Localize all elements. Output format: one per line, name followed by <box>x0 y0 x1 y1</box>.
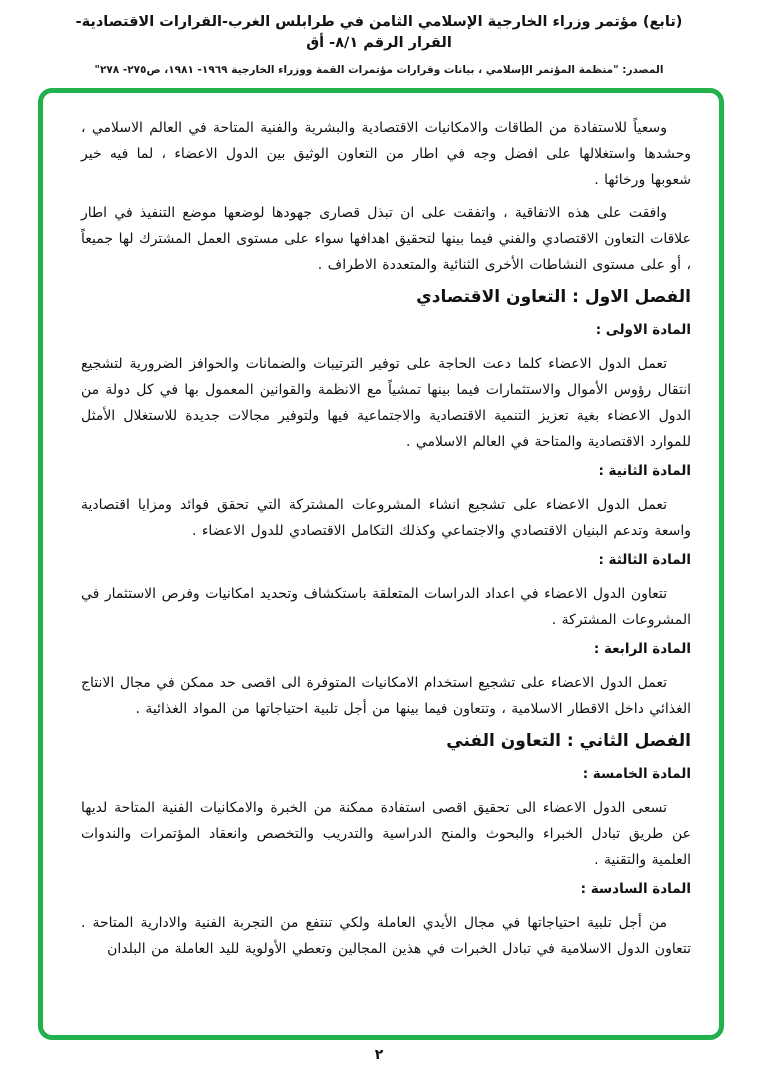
green-border-box <box>38 88 724 1040</box>
article-heading-5: المادة الخامسة : <box>582 766 691 782</box>
paragraph-article-2: تعمل الدول الاعضاء على تشجيع انشاء المشروعات المشتركة التي تحقق فوائد ومزايا اقتصادية واسعة وتدعم البنيان الاقتصادي والاجتماعي وكذلك التكامل الاقتصادي للدول الاعضاء . <box>81 497 691 539</box>
page-number: ٢ <box>374 1047 384 1063</box>
document-body <box>43 93 719 975</box>
header-title: (تابع) مؤتمر وزراء الخارجية الإسلامي الثامن في طرابلس الغرب-القرارات الاقتصادية- القرار الرقم ٨/١- أق <box>75 14 683 52</box>
article-heading-2: المادة الثانية : <box>598 463 691 479</box>
page-header <box>0 12 758 76</box>
paragraph-article-4: تعمل الدول الاعضاء على تشجيع استخدام الامكانيات المتوفرة الى اقصى حد ممكن في مجال الانتاج الغذائي داخل الاقطار الاسلامية ، وتتعاون فيما بينها من أجل تلبية احتياجاتها من المواد الغذائية . <box>81 675 691 717</box>
article-heading-4: المادة الرابعة : <box>593 641 691 657</box>
article-heading-3: المادة الثالثة : <box>598 552 691 568</box>
paragraph-article-6: من أجل تلبية احتياجاتها في مجال الأيدي العاملة ولكي تنتفع من التجربة الفنية والادارية المتاحة . تتعاون الدول الاسلامية في تبادل الخبرات في هذين المجالين وتعطي الأولوية لليد العاملة من البلدان <box>81 915 691 957</box>
chapter-heading-2: الفصل الثاني : التعاون الفني <box>446 731 691 751</box>
article-heading-6: المادة السادسة : <box>580 881 691 897</box>
paragraph-article-3: تتعاون الدول الاعضاء في اعداد الدراسات المتعلقة باستكشاف وتحديد امكانيات وفرص الاستثمار في المشروعات المشتركة . <box>81 586 691 628</box>
paragraph-article-1: تعمل الدول الاعضاء كلما دعت الحاجة على توفير الترتيبات والضمانات والحوافز الضرورية لتشجيع انتقال رؤوس الأموال والاستثمارات فيما بينها تمشياً مع الانظمة والقوانين المعمول بها في كل دولة من الدول الاعضاء بغية تعزيز التنمية الاقتصادية والاجتماعية فيها ولتوفير مجالات جديدة للاستغلال الأمثل للموارد الاقتصادية والمتاحة في العالم الاسلامي . <box>81 356 691 450</box>
chapter-heading-1: الفصل الاول : التعاون الاقتصادي <box>416 287 691 307</box>
paragraph-preamble-2: وافقت على هذه الاتفاقية ، واتفقت على ان تبذل قصارى جهودها لوضعها موضع التنفيذ في اطار علاقات التعاون الاقتصادي والفني فيما بينها لتحقيق اهدافها سواء على مستوى العمل المشترك لها جميعاً ، أو على مستوى النشاطات الأخرى الثنائية والمتعددة الاطراف . <box>81 205 691 273</box>
article-heading-1: المادة الاولى : <box>595 322 691 338</box>
page-footer <box>0 1044 758 1063</box>
paragraph-article-5: تسعى الدول الاعضاء الى تحقيق اقصى استفادة ممكنة من الخبرة والامكانيات الفنية المتاحة لديها عن طريق تبادل الخبراء والبحوث والمنح الدراسية والتدريب والتخصص وانعقاد المؤتمرات والندوات العلمية والتقنية . <box>81 800 691 868</box>
paragraph-preamble-1: وسعياً للاستفادة من الطاقات والامكانيات الاقتصادية والبشرية والفنية المتاحة في العالم الاسلامي ، وحشدها واستغلالها على افضل وجه في اطار من التعاون الوثيق بين الدول الاعضاء ، لما فيه خير شعوبها ورخائها . <box>81 120 691 188</box>
header-source: المصدر: "منظمة المؤتمر الإسلامي ، بيانات وقرارات مؤتمرات القمة ووزراء الخارجية ١٩٦٩- ١٩٨١، ص٢٧٥- ٢٧٨" <box>94 64 664 77</box>
